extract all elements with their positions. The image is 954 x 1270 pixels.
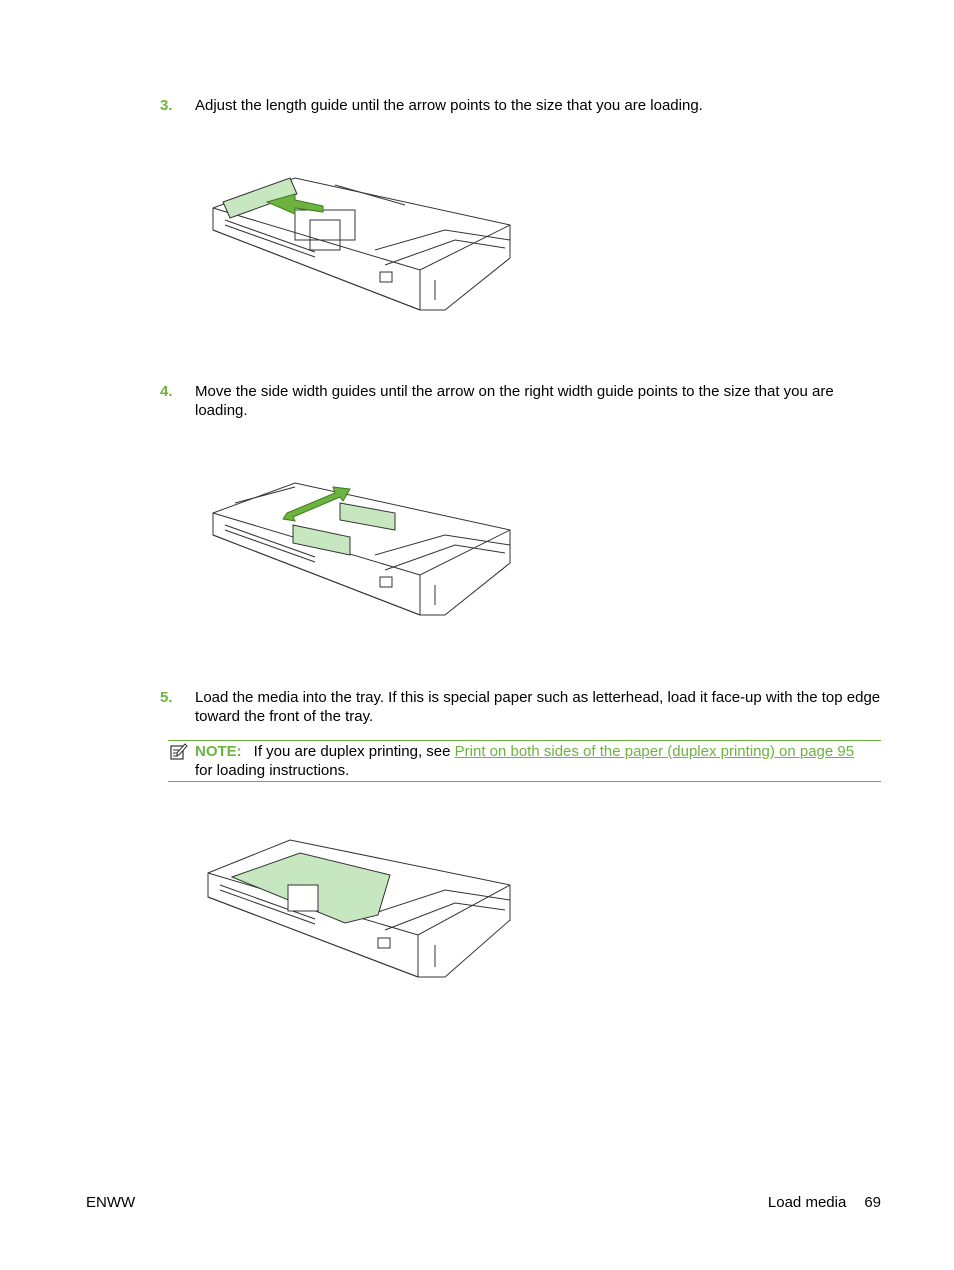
page-number: 69 — [864, 1194, 881, 1211]
step-number: 5. — [160, 689, 173, 706]
step-text: Move the side width guides until the arrow on the right width guide points to the size that you are loading. — [195, 383, 834, 419]
tray-length-guide-illustration — [205, 170, 520, 320]
footer-section-title: Load media — [767, 1194, 847, 1211]
note-label: NOTE: — [195, 743, 242, 760]
step-number: 3. — [160, 97, 173, 114]
tray-media-loaded-illustration — [200, 835, 520, 985]
note-body — [195, 742, 875, 780]
step-number: 4. — [160, 383, 173, 400]
footer-left-label: ENWW — [86, 1194, 136, 1211]
note-box — [168, 740, 881, 782]
step-text: Load the media into the tray. If this is special paper such as letterhead, load it face-up with the top edge toward the front of the tray. — [195, 689, 881, 725]
tray-width-guide-illustration — [205, 475, 520, 625]
note-text-after: for loading instructions. — [195, 762, 350, 779]
duplex-printing-link[interactable]: Print on both sides of the paper (duplex printing) on page 95 — [454, 743, 855, 760]
footer-right — [768, 1193, 881, 1212]
step-text: Adjust the length guide until the arrow points to the size that you are loading. — [195, 97, 703, 114]
note-pencil-icon — [170, 743, 188, 761]
note-text-before: If you are duplex printing, see — [253, 743, 455, 760]
